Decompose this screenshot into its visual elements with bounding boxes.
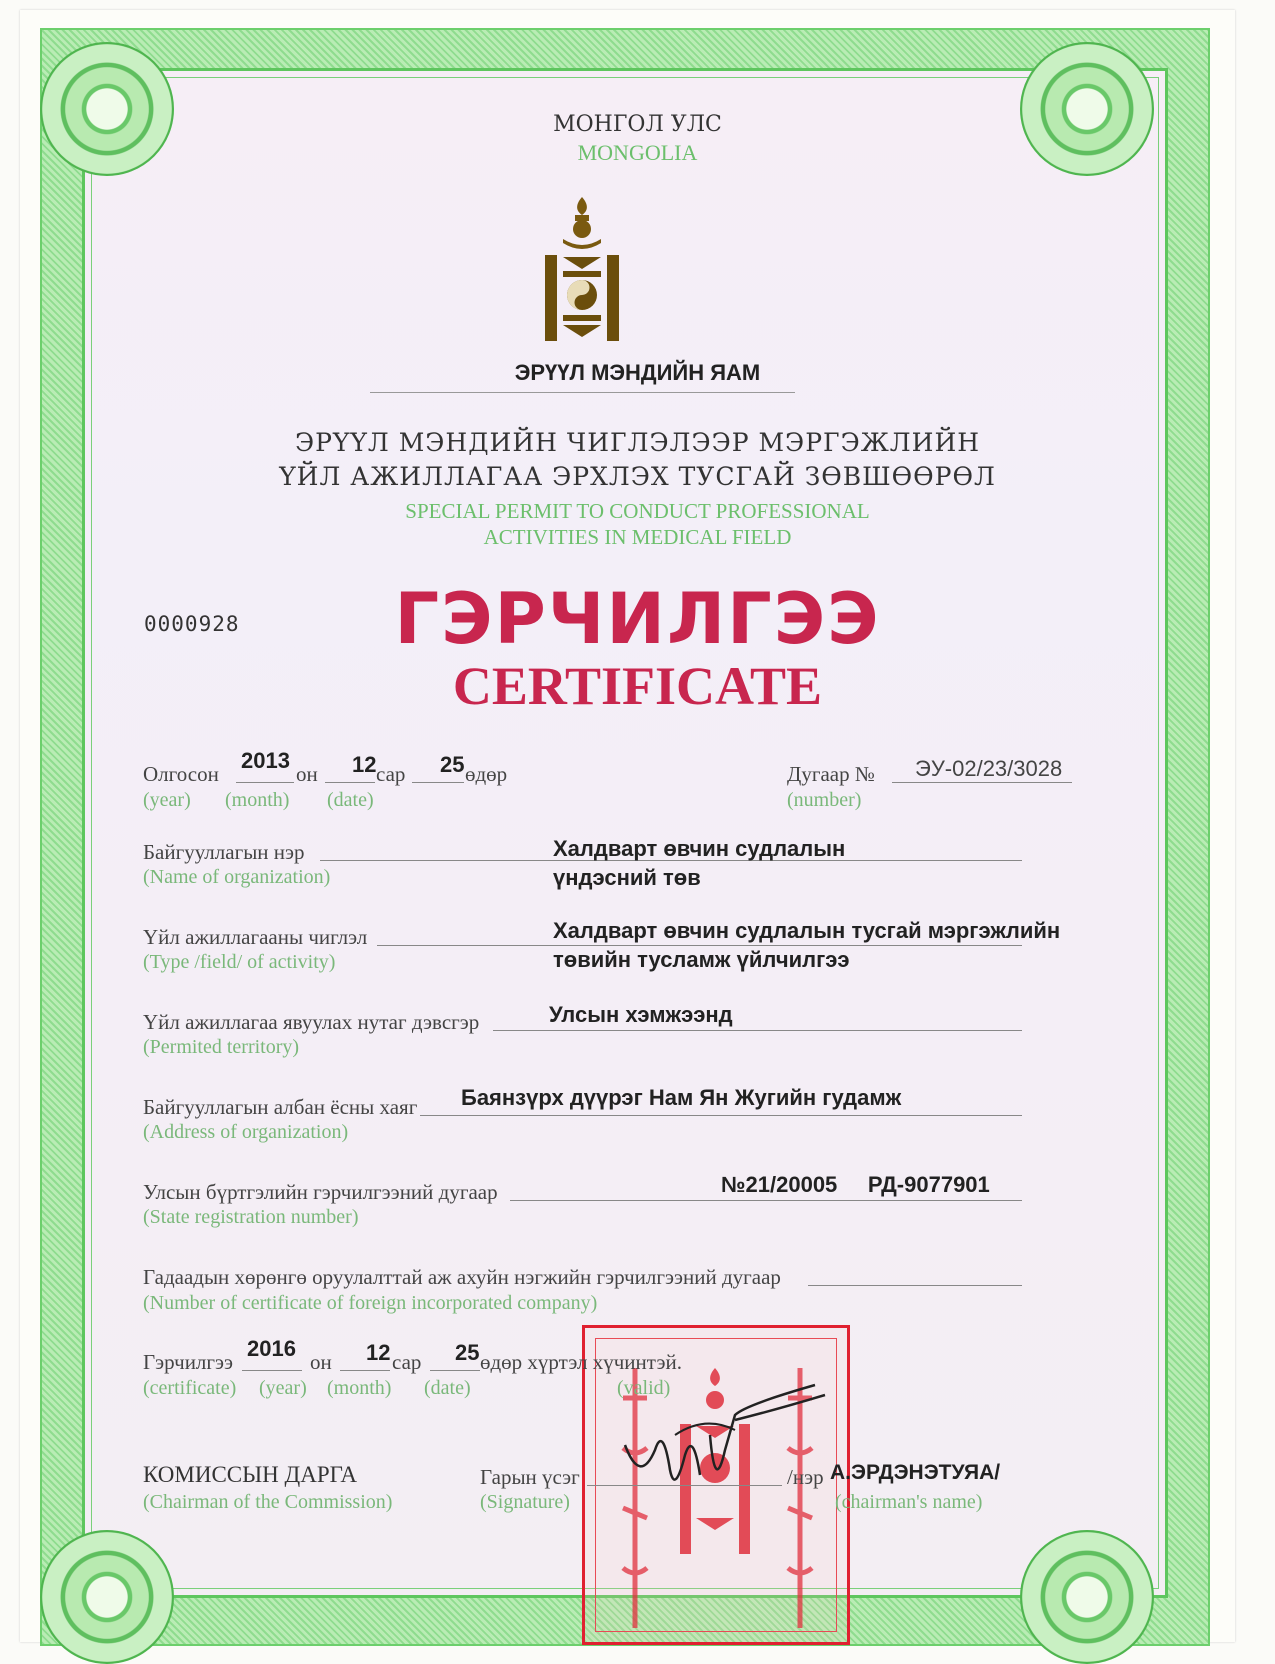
validity-month: 12 [366,1340,391,1365]
divider [370,392,795,393]
month-en: (month) [225,789,290,811]
org-name-value-2: үндэсний төв [553,865,701,890]
territory-en: (Permited territory) [143,1036,300,1058]
validity-date-en: (date) [424,1377,471,1399]
foreign-cert-en: (Number of certificate of foreign incorporated company) [143,1292,598,1314]
address-en: (Address of organization) [143,1121,349,1143]
number-label: Дугаар № [787,762,875,786]
chairman-title: КОМИССЫН ДАРГА [143,1462,358,1487]
org-name-value-1: Халдварт өвчин судлалын [553,836,846,861]
blank-line [377,945,1022,946]
blank-line [892,782,1072,783]
sar-label: сар [376,762,406,786]
soyombo-emblem-icon [545,195,619,343]
issued-day: 25 [440,752,465,777]
blank-line [493,1030,1022,1031]
cert-en: (certificate) [143,1377,237,1399]
ministry-name: ЭРҮҮЛ МЭНДИЙН ЯАМ [514,360,761,385]
validity-month-en: (month) [327,1377,392,1399]
blank-line [420,1115,1022,1116]
on-label: он [296,762,318,786]
permit-title-mn-1: ЭРҮҮЛ МЭНДИЙН ЧИГЛЭЛЭЭР МЭРГЭЖЛИЙН [294,428,981,457]
country-en: MONGOLIA [577,140,698,165]
blank-line [510,1200,1022,1201]
blank-line [236,782,294,783]
title-en: CERTIFICATE [452,656,823,716]
state-reg-en: (State registration number) [143,1206,359,1228]
date-en: (date) [327,789,374,811]
title-mn: ГЭРЧИЛГЭЭ [394,578,881,660]
address-label: Байгууллагын албан ёсны хаяг [143,1095,418,1119]
signature-label: Гарын үсэг [480,1465,580,1489]
name-label: /нэр [787,1465,824,1489]
number-en: (number) [787,789,862,811]
number-value: ЭУ-02/23/3028 [915,756,1063,781]
permit-title-en-1: SPECIAL PERMIT TO CONDUCT PROFESSIONAL [405,499,870,523]
org-name-label: Байгууллагын нэр [143,840,305,864]
blank-line [412,782,464,783]
chairman-name: А.ЭРДЭНЭТУЯА/ [830,1461,1001,1484]
org-name-en: (Name of organization) [143,866,331,888]
territory-label: Үйл ажиллагаа явуулах нутаг дэвсгэр [143,1010,480,1034]
validity-label: Гэрчилгээ [143,1350,234,1374]
activity-value-2: төвийн тусламж үйлчилгээ [553,947,850,972]
activity-label: Үйл ажиллагааны чиглэл [143,925,368,949]
blank-line [340,1370,390,1371]
signature-en: (Signature) [480,1491,570,1513]
validity-year-en: (year) [259,1377,307,1399]
state-reg-label: Улсын бүртгэлийн гэрчилгээний дугаар [143,1180,498,1204]
validity-tail: өдөр хүртэл хүчинтэй. [480,1350,682,1374]
validity-day: 25 [455,1340,480,1365]
blank-line [808,1285,1022,1286]
activity-en: (Type /field/ of activity) [143,951,336,973]
address-value: Баянзүрх дүүрэг Нам Ян Жугийн гудамж [461,1085,902,1110]
activity-value-1: Халдварт өвчин судлалын тусгай мэргэжлийн [553,918,1061,943]
validity-sar: сар [392,1350,422,1374]
serial-number: 0000928 [144,612,240,636]
year-en: (year) [143,789,191,811]
valid-en: (valid) [617,1377,671,1399]
validity-year: 2016 [247,1336,296,1361]
issued-month: 12 [352,752,377,777]
corner-rosette-icon [1020,1530,1154,1664]
chairman-name-en: (chairman's name) [835,1491,983,1513]
validity-on: он [310,1350,332,1374]
territory-value: Улсын хэмжээнд [549,1002,733,1027]
issued-year: 2013 [241,748,290,773]
permit-title-en-2: ACTIVITIES IN MEDICAL FIELD [483,525,792,549]
blank-line [242,1370,302,1371]
issued-label: Олгосон [143,762,219,786]
state-reg-value: №21/20005 РД-9077901 [721,1172,990,1197]
chairman-en: (Chairman of the Commission) [143,1491,393,1513]
foreign-cert-label: Гадаадын хөрөнгө оруулалттай аж ахуйн нэгжийн гэрчилгээний дугаар [143,1265,781,1289]
permit-title-mn-2: ҮЙЛ АЖИЛЛАГАА ЭРХЛЭХ ТУСГАЙ ЗӨВШӨӨРӨЛ [279,462,996,491]
blank-line [430,1370,480,1371]
odor-label: өдөр [465,762,508,786]
country-mn: МОНГОЛ УЛС [553,112,722,137]
corner-rosette-icon [40,1530,174,1664]
blank-line [325,782,375,783]
